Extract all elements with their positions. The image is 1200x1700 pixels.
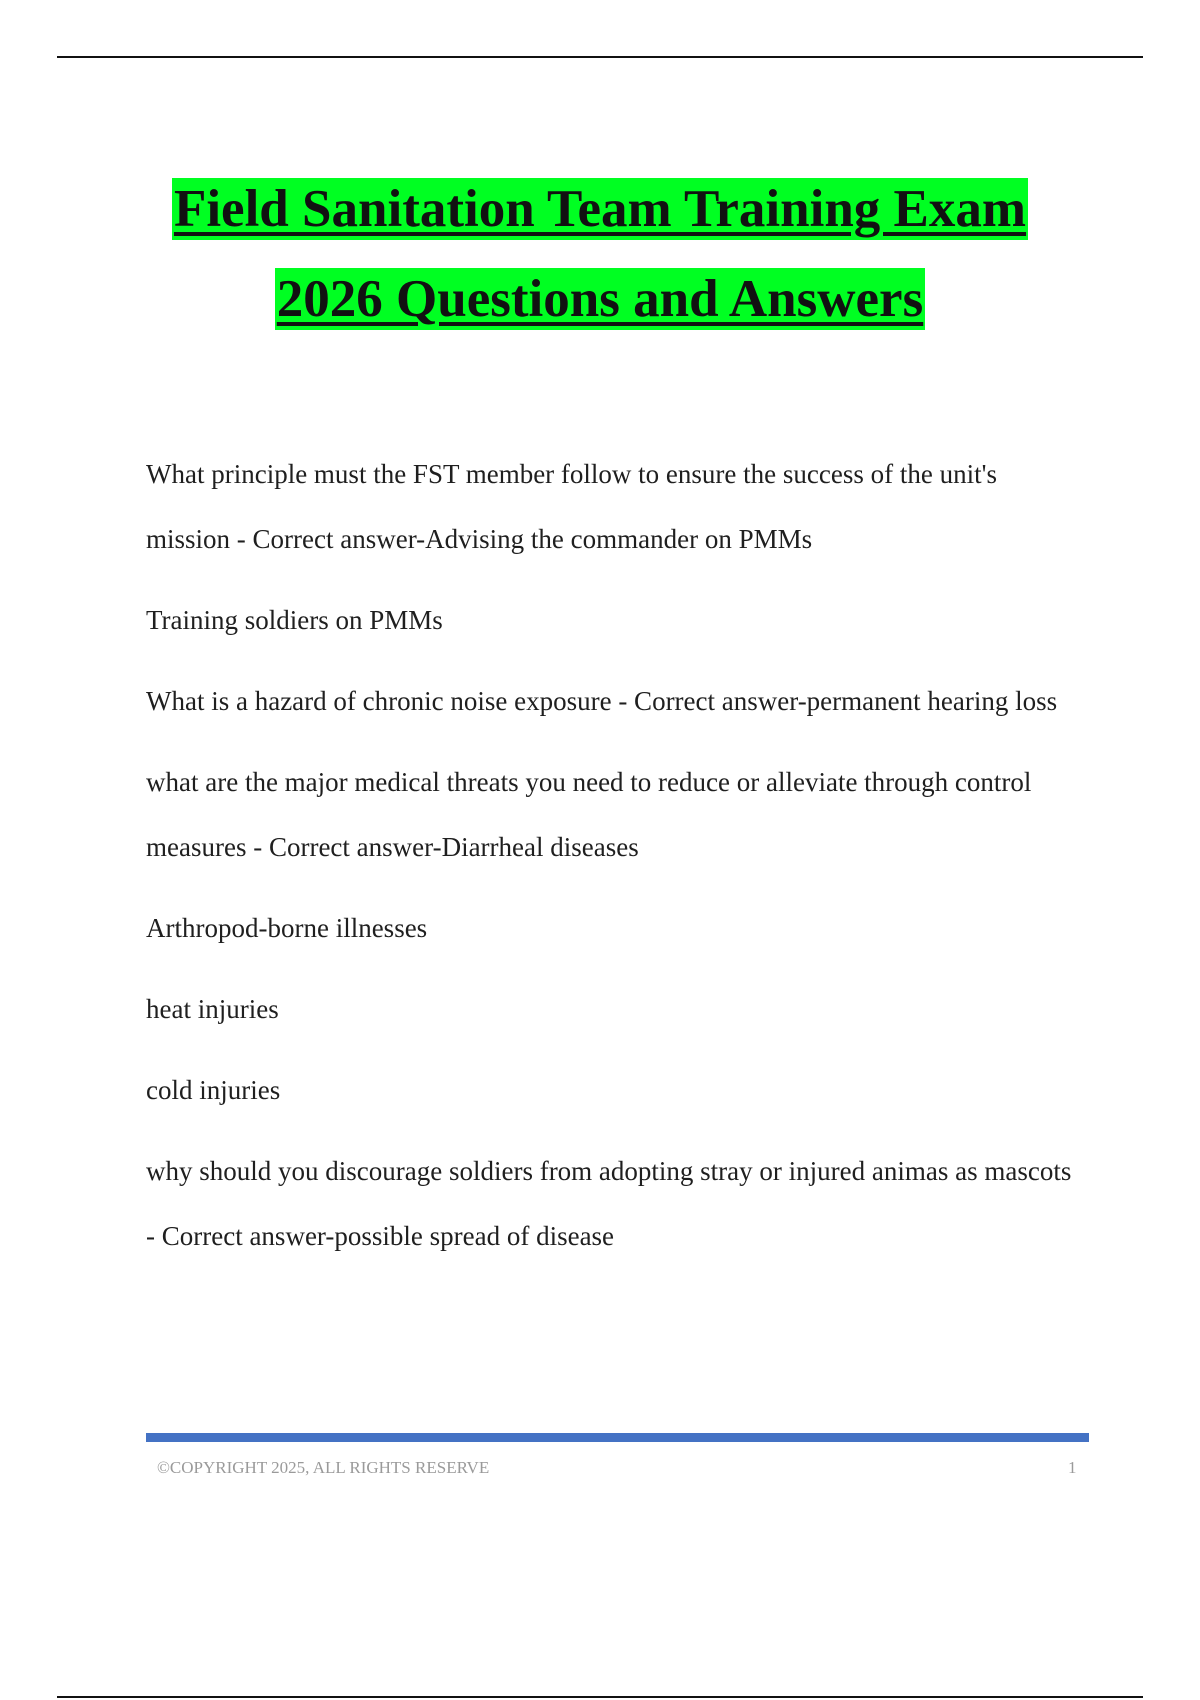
- paragraph-answer-line: cold injuries: [146, 1075, 281, 1105]
- title-line-1: Field Sanitation Team Training Exam: [173, 180, 1027, 238]
- paragraph-answer-line: Training soldiers on PMMs: [146, 605, 443, 635]
- top-rule: [57, 56, 1143, 58]
- footer-copyright: ©COPYRIGHT 2025, ALL RIGHTS RESERVE: [157, 1458, 490, 1477]
- bottom-rule: [57, 1696, 1143, 1698]
- paragraph-question-2: What is a hazard of chronic noise exposure - Correct answer-permanent hearing loss: [146, 686, 1058, 716]
- paragraph-question-3: what are the major medical threats you need to reduce or alleviate through control measures - Correct answer-Diarrheal diseases: [146, 767, 1032, 862]
- paragraph-answer-line: Arthropod-borne illnesses: [146, 913, 428, 943]
- footer-divider-bar: [146, 1433, 1089, 1442]
- document-body: [146, 442, 1086, 1285]
- paragraph-answer-line: heat injuries: [146, 994, 279, 1024]
- title-line-2: 2026 Questions and Answers: [276, 270, 924, 328]
- paragraph-question-1: What principle must the FST member follow to ensure the success of the unit's mission - Correct answer-Advising the commander on PMMs: [146, 459, 997, 554]
- document-title: [0, 178, 1200, 330]
- paragraph-question-4: why should you discourage soldiers from adopting stray or injured animas as mascots - Correct answer-possible spread of disease: [146, 1156, 1072, 1251]
- page-number: 1: [1068, 1458, 1077, 1477]
